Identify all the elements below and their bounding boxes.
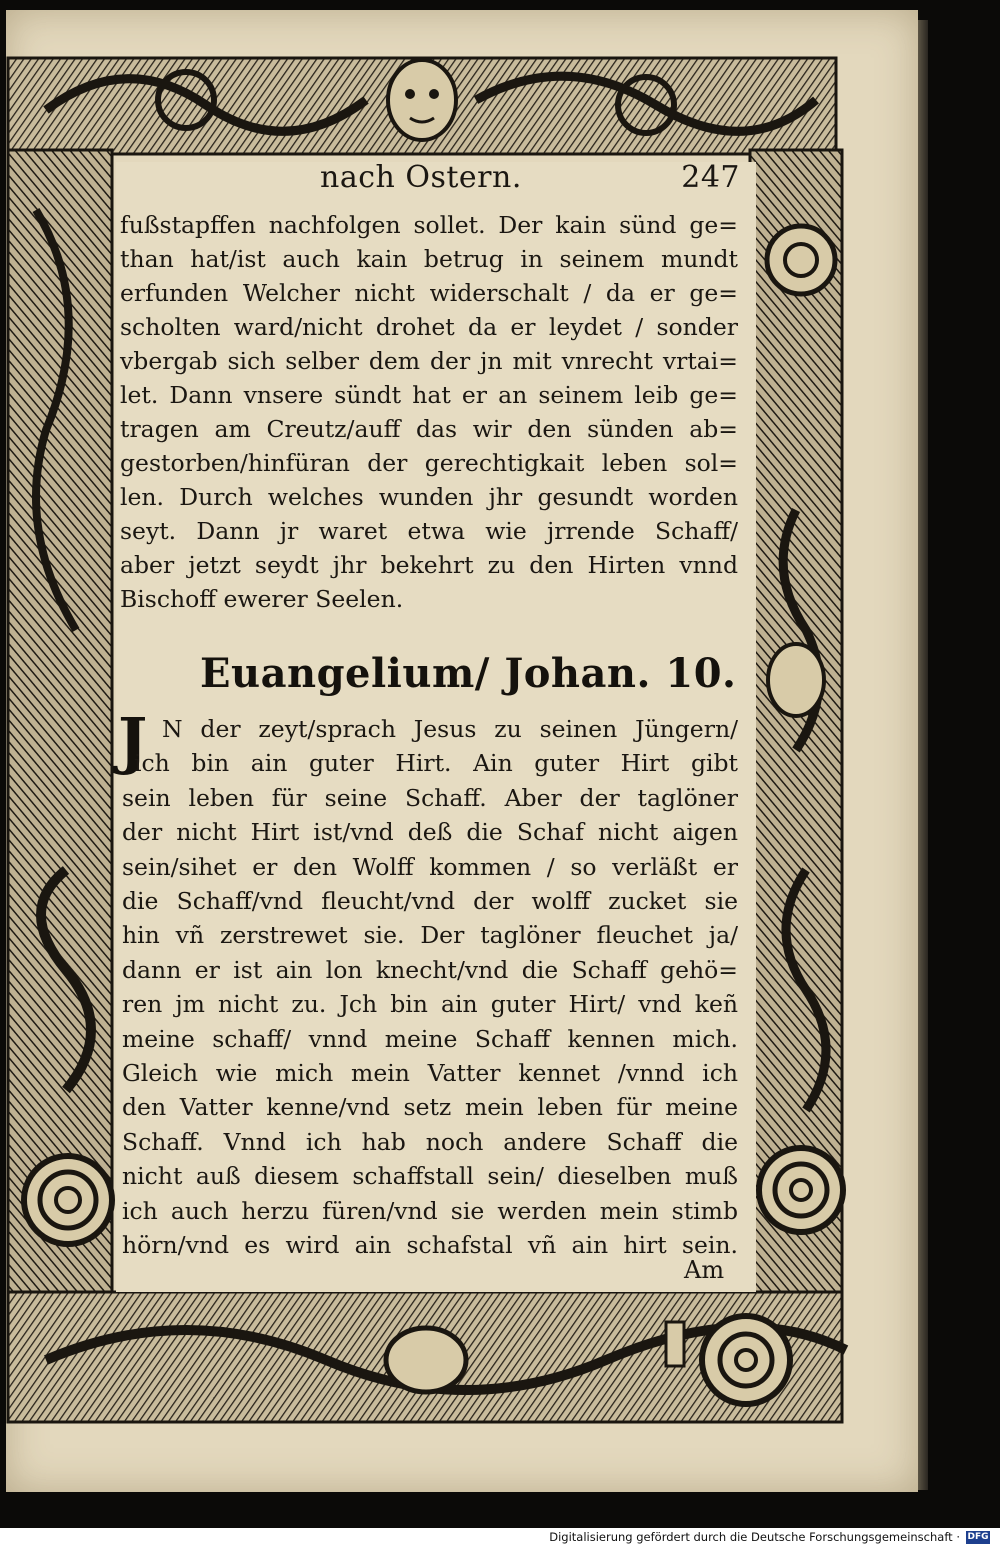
text-line: meine schaff/ vnnd meine Schaff kennen mich. — [122, 1024, 738, 1053]
text-line: scholten ward/nicht drohet da er leydet / sonder — [120, 313, 738, 341]
catchword: Am — [684, 1256, 725, 1284]
text-line: Gleich wie mich mein Vatter kennet /vnnd ich — [122, 1059, 738, 1088]
text-line: Schaff. Vnnd ich hab noch andere Schaff die — [122, 1127, 738, 1156]
text-line: den Vatter kenne/vnd setz mein leben für meine — [122, 1093, 738, 1122]
mask-face-ornament — [388, 60, 456, 140]
text-line: tragen am Creutz/auff das wir den sünden ab= — [120, 415, 738, 443]
running-title: nach Ostern. — [320, 160, 522, 195]
text-line: nicht auß diesem schaffstall sein/ dieselben muß — [122, 1162, 738, 1191]
running-head — [320, 160, 740, 200]
drop-initial: J — [118, 704, 148, 777]
text-line: ich bin ain guter Hirt. Ain guter Hirt gibt — [134, 749, 738, 778]
text-line: let. Dann vnsere sündt hat er an seinem leib ge= — [120, 381, 738, 409]
text-line: N der zeyt/sprach Jesus zu seinen Jüngern/ — [162, 715, 738, 743]
text-line: vbergab sich selber dem der jn mit vnrecht vrtai= — [120, 347, 738, 375]
funding-credit: Digitalisierung gefördert durch die Deutsche Forschungsgemeinschaft · — [549, 1530, 960, 1544]
page-number: 247 — [681, 160, 740, 195]
section-heading: Euangelium/ Johan. 10. — [200, 650, 737, 697]
epistle-text — [120, 208, 738, 616]
text-line: aber jetzt seydt jhr bekehrt zu den Hirten vnnd — [120, 551, 738, 579]
text-line: sein leben für seine Schaff. Aber der taglöner — [122, 783, 738, 812]
text-line: sein/sihet er den Wolff kommen / so verläßt er — [122, 852, 738, 881]
gospel-text — [122, 712, 738, 1263]
text-line: ich auch herzu füren/vnd sie werden mein stimb — [122, 1196, 738, 1225]
text-line: gestorben/hinfüran der gerechtigkait leben sol= — [120, 449, 738, 477]
text-line: hörn/vnd es wird ain schafstal vñ ain hirt sein. — [122, 1231, 738, 1260]
text-line: hin vñ zerstrewet sie. Der taglöner fleuchet ja/ — [122, 921, 738, 950]
page-edge — [918, 20, 928, 1490]
text-line: fußstapffen nachfolgen sollet. Der kain sünd ge= — [120, 211, 738, 239]
text-line: die Schaff/vnd fleucht/vnd der wolff zucket sie — [122, 887, 738, 916]
text-line: erfunden Welcher nicht widerschalt / da er ge= — [120, 279, 738, 307]
footer-bar — [0, 1528, 1000, 1548]
text-line: Bischoff ewerer Seelen. — [120, 585, 404, 613]
text-line: seyt. Dann jr waret etwa wie jrrende Schaff/ — [120, 517, 738, 545]
text-line: ren jm nicht zu. Jch bin ain guter Hirt/ vnd keñ — [122, 990, 738, 1019]
scroll-spiral-ornament — [24, 1156, 112, 1244]
text-line: len. Durch welches wunden jhr gesundt worden — [120, 483, 738, 511]
text-line: than hat/ist auch kain betrug in seinem mundt — [120, 245, 738, 273]
dfg-logo[interactable]: DFG — [967, 1532, 989, 1542]
text-line: dann er ist ain lon knecht/vnd die Schaff gehö= — [122, 955, 738, 984]
text-line: der nicht Hirt ist/vnd deß die Schaf nicht aigen — [122, 818, 738, 847]
